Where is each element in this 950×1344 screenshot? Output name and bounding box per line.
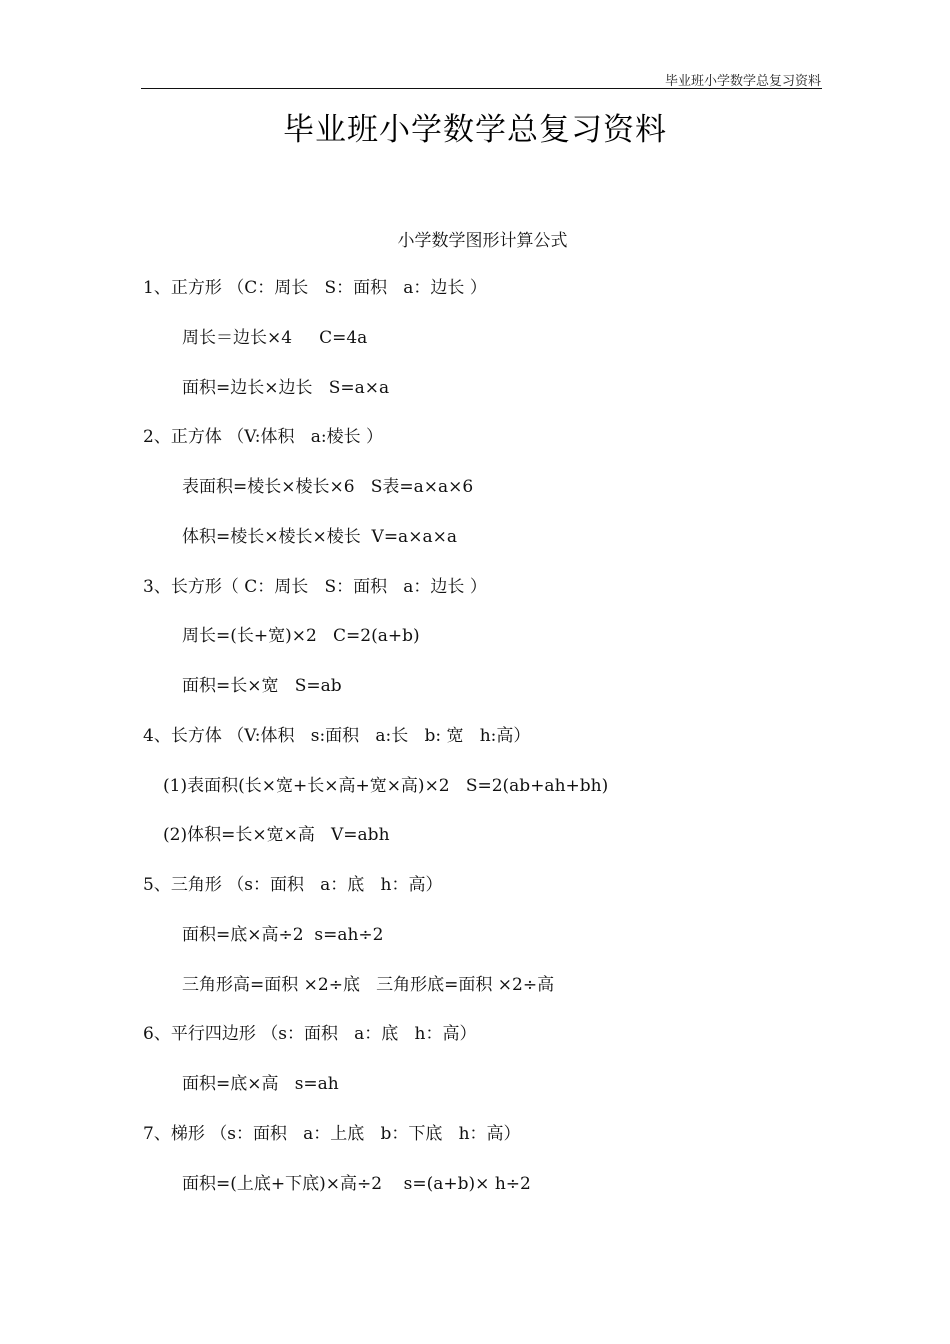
running-header: 毕业班小学数学总复习资料 bbox=[664, 74, 821, 89]
formula-heading-cube: 2、正方体 （V:体积 a:棱长 ） bbox=[143, 427, 383, 447]
header-divider bbox=[141, 88, 822, 89]
document-title: 毕业班小学数学总复习资料 bbox=[283, 112, 667, 148]
formula-line: 面积=(上底+下底)×高÷2 s=(a+b)× h÷2 bbox=[182, 1174, 531, 1194]
formula-line: 周长=(长+宽)×2 C=2(a+b) bbox=[182, 626, 420, 646]
formula-heading-trapezoid: 7、梯形 （s：面积 a：上底 b：下底 h：高） bbox=[143, 1124, 521, 1144]
formula-heading-square: 1、正方形 （C：周长 S：面积 a：边长 ） bbox=[143, 278, 487, 298]
section-title: 小学数学图形计算公式 bbox=[397, 231, 568, 251]
formula-line: 体积=棱长×棱长×棱长 V=a×a×a bbox=[182, 527, 457, 547]
formula-line: (2)体积=长×宽×高 V=abh bbox=[163, 825, 390, 845]
formula-line: 面积=长×宽 S=ab bbox=[182, 676, 342, 696]
formula-heading-parallelogram: 6、平行四边形 （s：面积 a：底 h：高） bbox=[143, 1024, 477, 1044]
formula-line: 面积=边长×边长 S=a×a bbox=[182, 378, 390, 398]
formula-line: 表面积=棱长×棱长×6 S表=a×a×6 bbox=[182, 477, 474, 497]
formula-line: (1)表面积(长×宽+长×高+宽×高)×2 S=2(ab+ah+bh) bbox=[163, 776, 609, 796]
formula-line: 周长＝边长×4 C=4a bbox=[182, 328, 368, 348]
formula-heading-rectangle: 3、长方形（ C：周长 S：面积 a：边长 ） bbox=[143, 577, 487, 597]
formula-line: 面积=底×高 s=ah bbox=[182, 1074, 339, 1094]
formula-heading-cuboid: 4、长方体 （V:体积 s:面积 a:长 b: 宽 h:高） bbox=[143, 726, 531, 746]
formula-line: 三角形高=面积 ×2÷底 三角形底=面积 ×2÷高 bbox=[182, 975, 555, 995]
formula-line: 面积=底×高÷2 s=ah÷2 bbox=[182, 925, 384, 945]
formula-heading-triangle: 5、三角形 （s：面积 a：底 h：高） bbox=[143, 875, 443, 895]
